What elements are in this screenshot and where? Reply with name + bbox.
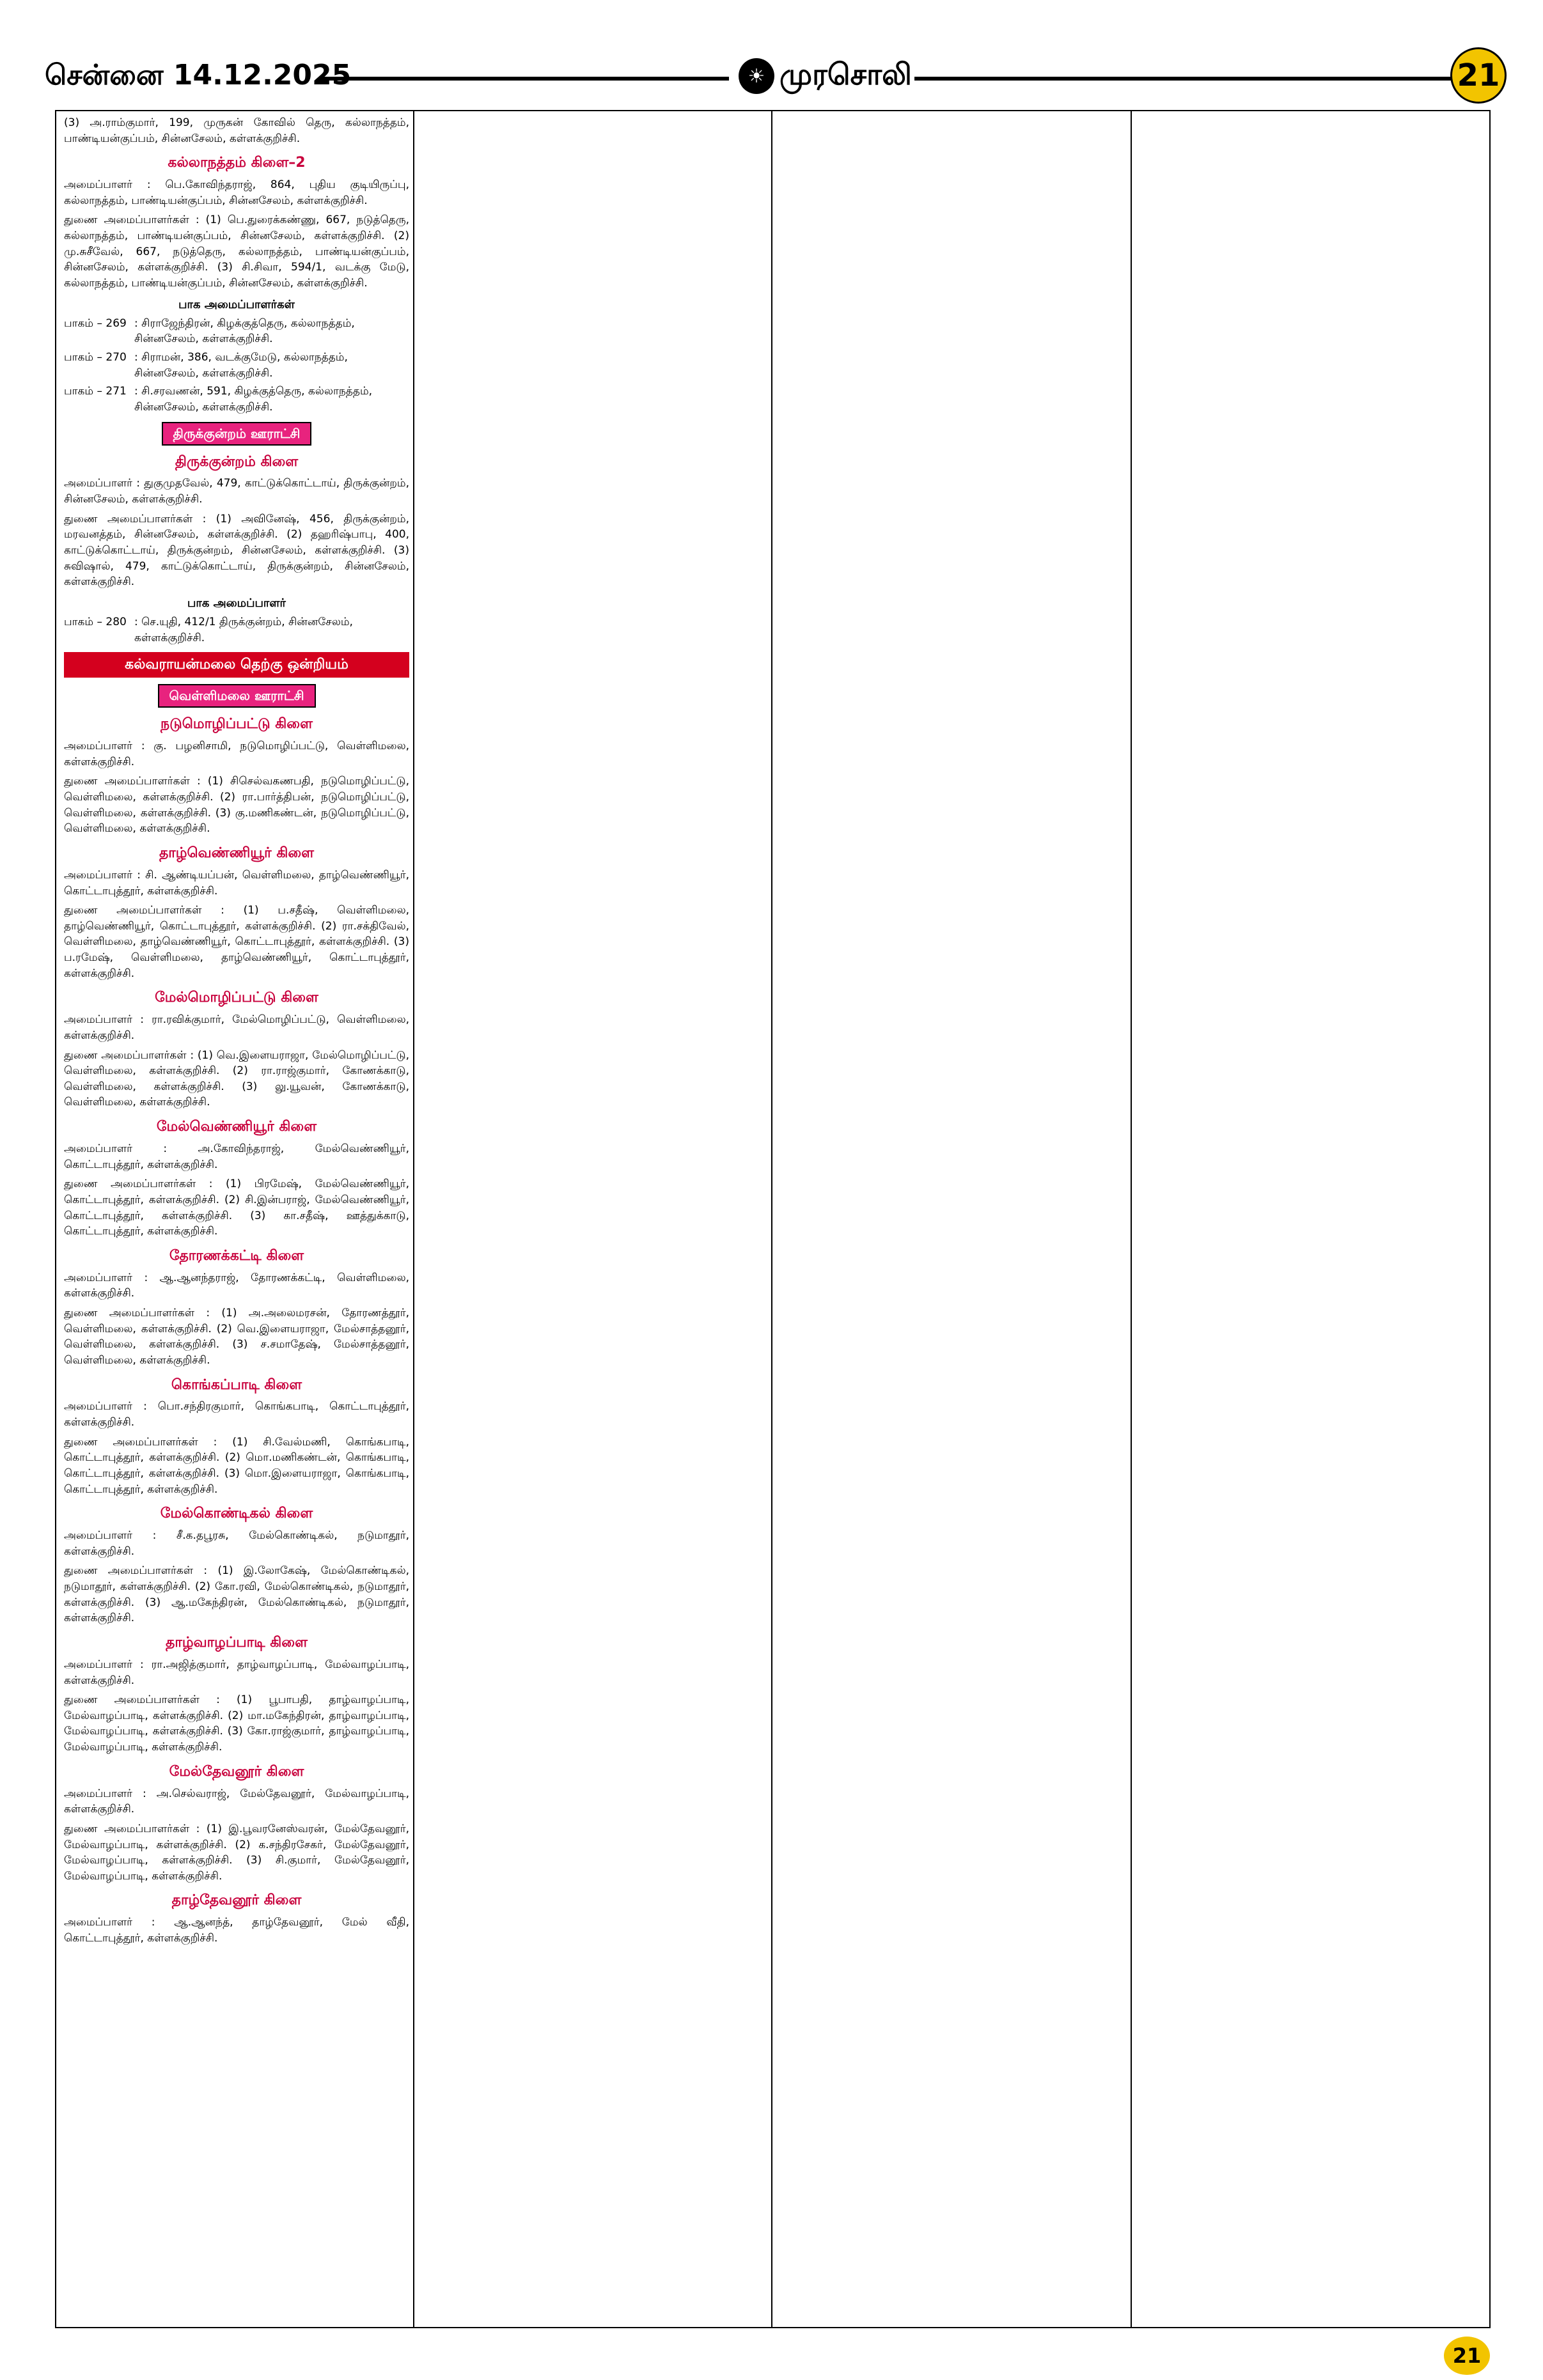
amaippalar-text: அமைப்பாளர் : ஆ.ஆனந்த், தாழ்தேவனூர், மேல் வீதி, கொட்டாபுத்தூர், கள்ளக்குறிச்சி.: [64, 1916, 409, 1945]
amaippalar-text: அமைப்பாளர் : அ.செல்வராஜ், மேல்தேவனூர், மேல்வாழப்பாடி, கள்ளக்குறிச்சி.: [64, 1787, 409, 1816]
amaippalar-text: அமைப்பாளர் : ஆ.ஆனந்தராஜ், தோரணக்கட்டி, வெள்ளிமலை, கள்ளக்குறிச்சி.: [64, 1271, 409, 1300]
thunai-text: துணை அமைப்பாளர்கள் : (1) சிசெல்வகணபதி, நடுமொழிப்பட்டு, வெள்ளிமலை, கள்ளக்குறிச்சி. (2) ரா.பார்த்திபன், நடுமொழிப்பட்டு, வெள்ளிமலை, கள்ளக்குறிச்சி. (3) கு.மணிகண்டன், நடுமொழிப்பட்டு, வெள்ளிமலை, கள்ளக்குறிச்சி.: [64, 775, 409, 836]
page-number-footer: 21: [1444, 2337, 1490, 2375]
thunai-text: துணை அமைப்பாளர்கள் : (1) ப.சதீஷ், வெள்ளிமலை, தாழ்வெண்ணியூர், கொட்டாபுத்தூர், கள்ளக்குறிச்சி. (2) ரா.சக்திவேல், வெள்ளிமலை, தாழ்வெண்ணியூர், கொட்டாபுத்தூர், கள்ளக்குறிச்சி. (3) ப.ரமேஷ், வெள்ளிமலை, தாழ்வெண்ணியூர், கொட்டாபுத்தூர், கள்ளக்குறிச்சி.: [64, 904, 409, 980]
paaga-person: : சிராமன், 386, வடக்குமேடு, கல்லாநத்தம், சின்னசேலம், கள்ளக்குறிச்சி.: [134, 351, 348, 380]
ooratchi-badge: திருக்குன்றம் ஊராட்சி: [162, 422, 312, 446]
masthead-rule-right: [914, 77, 1464, 81]
paaga-row: [64, 384, 409, 415]
amaippalar-text: அமைப்பாளர் : அ.கோவிந்தராஜ், மேல்வெண்ணியூர், கொட்டாபுத்தூர், கள்ளக்குறிச்சி.: [64, 1142, 409, 1171]
column-divider: [1131, 110, 1132, 2328]
kilai-heading: மேல்மொழிப்பட்டு கிளை: [155, 990, 318, 1006]
ooratchi-badge: வெள்ளிமலை ஊராட்சி: [158, 684, 316, 708]
amaippalar-text: அமைப்பாளர் : பொ.சந்திரகுமார், கொங்கபாடி, கொட்டாபுத்தூர், கள்ளக்குறிச்சி.: [64, 1400, 409, 1429]
kilai-heading: தாழ்தேவனூர் கிளை: [171, 1892, 302, 1909]
amaippalar-text: அமைப்பாளர் : ரா.அஜித்குமார், தாழ்வாழப்பாடி, மேல்வாழப்பாடி, கள்ளக்குறிச்சி.: [64, 1658, 409, 1687]
thunai-text: துணை அமைப்பாளர்கள் : (1) பிரமேஷ், மேல்வெண்ணியூர், கொட்டாபுத்தூர், கள்ளக்குறிச்சி. (2) சி.இன்பராஜ், மேல்வெண்ணியூர், கொட்டாபுத்தூர், கள்ளக்குறிச்சி. (3) கா.சதீஷ், ஊத்துக்காடு, கொட்டாபுத்தூர், கள்ளக்குறிச்சி.: [64, 1178, 409, 1238]
column-4: [1140, 115, 1485, 2321]
page-number-badge: 21: [1450, 47, 1507, 104]
paaga-heading: பாக அமைப்பாளர்கள்: [178, 297, 295, 311]
paaga-heading: பாக அமைப்பாளர்: [187, 596, 286, 610]
paper-name: முரசொலி: [779, 56, 912, 91]
ondriyam-banner: கல்வராயன்மலை தெற்கு ஒன்றியம்: [64, 652, 409, 678]
paaga-number: பாகம் – 270: [64, 351, 127, 364]
kilai-heading: திருக்குன்றம் கிளை: [175, 453, 299, 470]
kilai-heading: கல்லாநத்தம் கிளை–2: [168, 155, 306, 171]
amaippalar-text: அமைப்பாளர் : பெ.கோவிந்தராஜ், 864, புதிய குடியிருப்பு, கல்லாநத்தம், பாண்டியன்குப்பம், சின்னசேலம், கள்ளக்குறிச்சி.: [64, 178, 409, 207]
amaippalar-text: அமைப்பாளர் : சீ.க.தபூரசு, மேல்கொண்டிகல், நடுமாதூர், கள்ளக்குறிச்சி.: [64, 1529, 409, 1558]
column-3: [780, 115, 1125, 2321]
kilai-heading: மேல்வெண்ணியூர் கிளை: [156, 1119, 317, 1135]
paaga-person: : செ.யுதி, 412/1 திருக்குன்றம், சின்னசேலம், கள்ளக்குறிச்சி.: [134, 616, 353, 644]
paaga-number: பாகம் – 271: [64, 385, 127, 398]
paper-brand: [739, 54, 918, 98]
date-line: சென்னை 14.12.2025: [45, 59, 352, 91]
thunai-text: துணை அமைப்பாளர்கள் : (1) பெ.துரைக்கண்ணு, 667, நடுத்தெரு, கல்லாநத்தம், பாண்டியன்குப்பம், சின்னசேலம், கள்ளக்குறிச்சி. (2) மு.சுசீவேல், 667, நடுத்தெரு, கல்லாநத்தம், பாண்டியன்குப்பம், சின்னசேலம், கள்ளக்குறிச்சி. (3) சி.சிவா, 594/1, வடக்கு மேடு, கல்லாநத்தம், பாண்டியன்குப்பம், சின்னசேலம், கள்ளக்குறிச்சி.: [64, 214, 409, 290]
thunai-text: துணை அமைப்பாளர்கள் : (1) சி.வேல்மணி, கொங்கபாடி, கொட்டாபுத்தூர், கள்ளக்குறிச்சி. (2) மொ.மணிகண்டன், கொங்கபாடி, கொட்டாபுத்தூர், கள்ளக்குறிச்சி. (3) மொ.இளையராஜா, கொங்கபாடி, கொட்டாபுத்தூர், கள்ளக்குறிச்சி.: [64, 1435, 409, 1496]
masthead: [38, 50, 1509, 101]
paaga-number: பாகம் – 269: [64, 316, 127, 330]
amaippalar-text: அமைப்பாளர் : கு. பழனிசாமி, நடுமொழிப்பட்டு, வெள்ளிமலை, கள்ளக்குறிச்சி.: [64, 740, 409, 768]
paaga-row: [64, 350, 409, 381]
column-divider: [771, 110, 772, 2328]
kilai-heading: தாழ்வெண்ணியூர் கிளை: [159, 844, 315, 861]
amaippalar-text: அமைப்பாளர் : சி. ஆண்டியப்பன், வெள்ளிமலை, தாழ்வெண்ணியூர், கொட்டாபுத்தூர், கள்ளக்குறிச்சி.: [64, 868, 409, 898]
masthead-rule-left: [320, 77, 729, 81]
rising-sun-emblem-icon: ☀: [739, 58, 774, 94]
thunai-text: துணை அமைப்பாளர்கள் : (1) வெ.இளையராஜா, மேல்மொழிப்பட்டு, வெள்ளிமலை, கள்ளக்குறிச்சி. (2) ரா.ராஜ்குமார், கோணக்காடு, வெள்ளிமலை, கள்ளக்குறிச்சி. (3) லு.யூவன், கோணக்காடு, வெள்ளிமலை, கள்ளக்குறிச்சி.: [64, 1048, 409, 1109]
kilai-heading: மேல்கொண்டிகல் கிளை: [160, 1505, 313, 1522]
paaga-person: : சிராஜேந்திரன், கிழக்குத்தெரு, கல்லாநத்தம், சின்னசேலம், கள்ளக்குறிச்சி.: [134, 316, 355, 346]
paaga-person: : சி.சரவணன், 591, கிழக்குத்தெரு, கல்லாநத்தம், சின்னசேலம், கள்ளக்குறிச்சி.: [134, 385, 373, 414]
column-1: [64, 115, 409, 2321]
paaga-row: [64, 614, 409, 646]
kilai-heading: தோரணக்கட்டி கிளை: [169, 1247, 304, 1264]
thunai-text: துணை அமைப்பாளர்கள் : (1) இ.பூவரனேஸ்வரன், மேல்தேவனூர், மேல்வாழப்பாடி, கள்ளக்குறிச்சி. (2) க.சந்திரசேகர், மேல்தேவனூர், மேல்வாழப்பாடி, கள்ளக்குறிச்சி. (3) சி.குமார், மேல்தேவனூர், மேல்வாழப்பாடி, கள்ளக்குறிச்சி.: [64, 1822, 409, 1883]
column-2: [422, 115, 767, 2321]
thunai-text: துணை அமைப்பாளர்கள் : (1) பூபாபதி, தாழ்வாழப்பாடி, மேல்வாழப்பாடி, கள்ளக்குறிச்சி. (2) மா.மகேந்திரன், தாழ்வாழப்பாடி, மேல்வாழப்பாடி, கள்ளக்குறிச்சி. (3) கோ.ராஜ்குமார், தாழ்வாழப்பாடி, மேல்வாழப்பாடி, கள்ளக்குறிச்சி.: [64, 1693, 409, 1754]
amaippalar-text: அமைப்பாளர் : ரா.ரவிக்குமார், மேல்மொழிப்பட்டு, வெள்ளிமலை, கள்ளக்குறிச்சி.: [64, 1013, 409, 1042]
thunai-text: துணை அமைப்பாளர்கள் : (1) அ.அலைமரசன், தோரணத்தூர், வெள்ளிமலை, கள்ளக்குறிச்சி. (2) வெ.இளையராஜா, மேல்சாத்தனூர், வெள்ளிமலை, கள்ளக்குறிச்சி. (3) ச.சமாதேஷ், மேல்சாத்தனூர், வெள்ளிமலை, கள்ளக்குறிச்சி.: [64, 1306, 409, 1367]
amaippalar-text: அமைப்பாளர் : துகுமுதவேல், 479, காட்டுக்கொட்டாய், திருக்குன்றம், சின்னசேலம், கள்ளக்குறிச்சி.: [64, 477, 409, 506]
column-divider: [413, 110, 414, 2328]
kilai-heading: மேல்தேவனூர் கிளை: [169, 1763, 304, 1780]
paaga-number: பாகம் – 280: [64, 616, 127, 629]
kilai-heading: நடுமொழிப்பட்டு கிளை: [161, 716, 313, 733]
intro-text: (3) அ.ராம்குமார், 199, முருகன் கோவில் தெரு, கல்லாநத்தம், பாண்டியன்குப்பம், சின்னசேலம், கள்ளக்குறிச்சி.: [64, 116, 409, 145]
thunai-text: துணை அமைப்பாளர்கள் : (1) இ.லோகேஷ், மேல்கொண்டிகல், நடுமாதூர், கள்ளக்குறிச்சி. (2) கோ.ரவி, மேல்கொண்டிகல், நடுமாதூர், கள்ளக்குறிச்சி. (3) ஆ.மகேந்திரன், மேல்கொண்டிகல், நடுமாதூர், கள்ளக்குறிச்சி.: [64, 1564, 409, 1625]
kilai-heading: கொங்கப்பாடி கிளை: [171, 1376, 302, 1393]
thunai-text: துணை அமைப்பாளர்கள் : (1) அவினேஷ், 456, திருக்குன்றம், மரவனத்தம், சின்னசேலம், கள்ளக்குறிச்சி. (2) தஹரிஷ்பாபு, 400, காட்டுக்கொட்டாய், திருக்குன்றம், சின்னசேலம், கள்ளக்குறிச்சி. (3) சுவிஷால், 479, காட்டுக்கொட்டாய், திருக்குன்றம், சின்னசேலம், கள்ளக்குறிச்சி.: [64, 512, 409, 589]
kilai-heading: தாழ்வாழப்பாடி கிளை: [166, 1635, 308, 1651]
paaga-row: [64, 316, 409, 347]
